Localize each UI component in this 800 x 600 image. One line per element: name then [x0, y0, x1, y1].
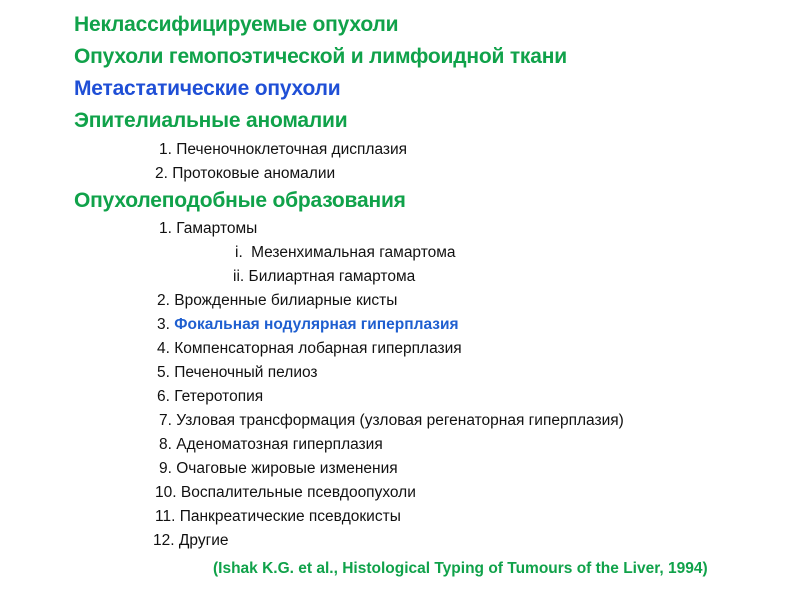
- list-number: ii.: [233, 268, 245, 285]
- list-number: 1.: [159, 141, 172, 158]
- list-text: Врожденные билиарные кисты: [174, 292, 398, 309]
- list-item-tumorlike-9: [159, 459, 398, 479]
- list-number: 5.: [157, 364, 170, 381]
- list-number: 7.: [159, 412, 172, 429]
- list-number: 2.: [157, 292, 170, 309]
- list-item-tumorlike-8: [159, 435, 383, 455]
- list-item-epithelial-1: [159, 140, 407, 160]
- list-item-epithelial-2: [155, 164, 335, 184]
- list-item-tumorlike-1-ii: [233, 267, 415, 287]
- heading-tumorlike-lesions: Опухолеподобные образования: [74, 189, 406, 212]
- list-text: Печеночный пелиоз: [174, 364, 318, 381]
- list-item-tumorlike-2: [157, 291, 397, 311]
- list-item-tumorlike-7: [159, 411, 624, 431]
- list-item-tumorlike-1: [159, 219, 257, 239]
- list-item-tumorlike-12: [153, 531, 229, 551]
- heading-hematopoietic-lymphoid-tumors: Опухоли гемопоэтической и лимфоидной ткани: [74, 45, 567, 68]
- list-text: Очаговые жировые изменения: [176, 460, 398, 477]
- list-text: Панкреатические псевдокисты: [179, 508, 401, 525]
- list-number: 1.: [159, 220, 172, 237]
- list-text: Печеночноклеточная дисплазия: [176, 141, 408, 158]
- list-text-highlight: Фокальная нодулярная гиперплазия: [174, 316, 459, 333]
- list-text: Гамартомы: [176, 220, 258, 237]
- list-text: Аденоматозная гиперплазия: [176, 436, 383, 453]
- list-item-tumorlike-6: [157, 387, 263, 407]
- list-item-tumorlike-11: [155, 507, 401, 527]
- list-item-tumorlike-10: [155, 483, 416, 503]
- list-text: Другие: [178, 532, 229, 549]
- list-number: 11.: [155, 508, 176, 525]
- list-text: Билиартная гамартома: [248, 268, 416, 285]
- list-number: 8.: [159, 436, 172, 453]
- list-item-tumorlike-5: [157, 363, 318, 383]
- list-text: Воспалительные псевдоопухоли: [180, 484, 416, 501]
- list-text: Протоковые аномалии: [172, 165, 336, 182]
- list-number: 3.: [157, 316, 170, 333]
- list-number: 4.: [157, 340, 170, 357]
- list-number: i.: [235, 244, 243, 261]
- list-text: Компенсаторная лобарная гиперплазия: [174, 340, 462, 357]
- list-number: 6.: [157, 388, 170, 405]
- list-text: Гетеротопия: [174, 388, 264, 405]
- list-text: Узловая трансформация (узловая регенаторная гиперплазия): [176, 412, 624, 429]
- citation: (Ishak K.G. et al., Histological Typing of Tumours of the Liver, 1994): [213, 560, 708, 577]
- list-item-tumorlike-3: [157, 315, 459, 335]
- heading-epithelial-anomalies: Эпителиальные аномалии: [74, 109, 348, 132]
- list-number: 9.: [159, 460, 172, 477]
- list-item-tumorlike-1-i: [235, 243, 456, 263]
- heading-unclassified-tumors: Неклассифицируемые опухоли: [74, 13, 399, 36]
- list-number: 12.: [153, 532, 175, 549]
- list-text: Мезенхимальная гамартома: [251, 244, 456, 261]
- list-number: 10.: [155, 484, 177, 501]
- list-item-tumorlike-4: [157, 339, 462, 359]
- heading-metastatic-tumors: Метастатические опухоли: [74, 77, 341, 100]
- list-number: 2.: [155, 165, 168, 182]
